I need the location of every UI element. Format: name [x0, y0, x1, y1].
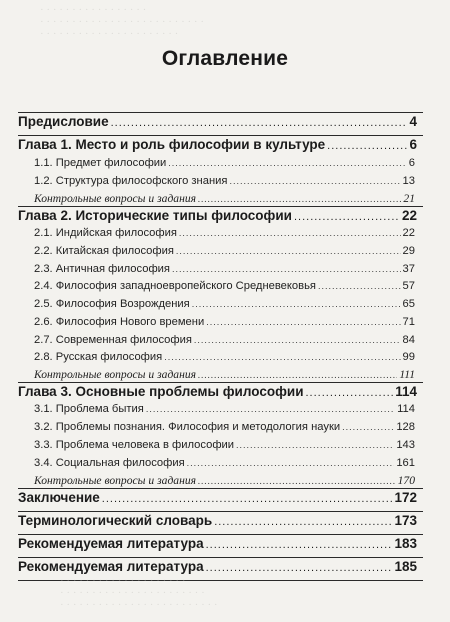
toc-entry-ch3-questions[interactable]: [34, 474, 415, 489]
toc-entry-3-2[interactable]: [34, 421, 415, 436]
toc-entry-label: 2.1. Индийская философия: [34, 227, 177, 239]
section-rule: [18, 135, 423, 136]
page-title: Оглавление: [161, 47, 289, 70]
leader-dots: [194, 335, 401, 345]
toc-entry-label: 2.4. Философия западноевропейского Средневековья: [34, 280, 316, 292]
leader-dots: [236, 440, 394, 450]
top-rule: [18, 112, 423, 113]
section-rule: [18, 557, 423, 558]
toc-entry-label: 2.6. Философия Нового времени: [34, 316, 205, 328]
leader-dots: [102, 493, 393, 505]
leader-dots: [146, 404, 395, 414]
bleed-through-bottom: [0, 575, 450, 620]
toc-entry-page: 185: [394, 559, 417, 574]
toc-entry-page: 183: [394, 536, 417, 551]
leader-dots: [206, 539, 393, 551]
toc-entry-page: 22: [401, 208, 417, 223]
toc-entry-label: 1.1. Предмет философии: [34, 157, 167, 169]
toc-entry-ch1-questions[interactable]: [34, 192, 415, 207]
toc-entry-label: Терминологический словарь: [18, 513, 213, 528]
bleed-line: · · · · · · · · · · · · · · · · · · · · · · ·: [60, 587, 205, 599]
toc-entry-2-2[interactable]: [34, 245, 415, 260]
toc-entry-label: 3.3. Проблема человека в философии: [34, 439, 235, 451]
section-rule: [18, 206, 423, 207]
leader-dots: [229, 176, 400, 186]
toc-entry-label: 3.4. Социальная философия: [34, 457, 185, 469]
toc-entry-page: 6: [408, 157, 415, 169]
leader-dots: [111, 117, 408, 129]
toc-entry-label: Рекомендуемая литература: [18, 559, 204, 574]
toc-entry-2-4[interactable]: [34, 280, 415, 295]
toc-entry-3-4[interactable]: [34, 457, 415, 472]
toc-entry-1-2[interactable]: [34, 175, 415, 190]
toc-entry-3-3[interactable]: [34, 439, 415, 454]
toc-entry-page: 143: [396, 439, 415, 451]
leader-dots: [198, 476, 396, 486]
toc-entry-label: 2.5. Философия Возрождения: [34, 298, 190, 310]
toc-entry-2-1[interactable]: [34, 227, 415, 242]
section-rule: [18, 382, 423, 383]
toc-entry-page: 161: [396, 457, 415, 469]
section-rule: [18, 511, 423, 512]
toc-entry-chapter-2[interactable]: [18, 208, 417, 226]
toc-entry-page: 170: [397, 474, 415, 487]
toc-entry-label: 2.2. Китайская философия: [34, 245, 174, 257]
toc-entry-page: 37: [402, 263, 415, 275]
bleed-line: · · · · · · · · · · · · · · · · ·: [40, 4, 147, 16]
toc-entry-conclusion[interactable]: [18, 490, 417, 508]
leader-dots: [187, 458, 395, 468]
toc-entry-literature-1[interactable]: [18, 536, 417, 554]
section-rule: [18, 534, 423, 535]
toc-entry-label: 2.7. Современная философия: [34, 334, 192, 346]
toc-entry-page: 128: [396, 421, 415, 433]
leader-dots: [198, 194, 401, 204]
toc-entry-3-1[interactable]: [34, 403, 415, 418]
leader-dots: [198, 370, 397, 380]
toc-entry-label: Рекомендуемая литература: [18, 536, 204, 551]
bleed-through-top: [0, 4, 450, 44]
toc-entry-1-1[interactable]: [34, 157, 415, 172]
leader-dots: [318, 281, 401, 291]
leader-dots: [327, 140, 407, 152]
toc-entry-2-7[interactable]: [34, 334, 415, 349]
toc-entry-page: 84: [402, 334, 415, 346]
leader-dots: [172, 264, 401, 274]
toc-entry-2-3[interactable]: [34, 263, 415, 278]
toc-entry-page: 22: [402, 227, 415, 239]
toc-entry-page: 65: [402, 298, 415, 310]
toc-entry-label: Заключение: [18, 490, 100, 505]
toc-entry-label: 2.8. Русская философия: [34, 351, 163, 363]
toc-entry-page: 114: [395, 384, 417, 399]
toc-entry-page: 4: [409, 114, 417, 129]
toc-entry-page: 21: [403, 192, 415, 205]
toc-entry-2-5[interactable]: [34, 298, 415, 313]
toc-entry-chapter-3[interactable]: [18, 384, 417, 402]
toc-entry-2-6[interactable]: [34, 316, 415, 331]
toc-entry-label: Контрольные вопросы и задания: [34, 368, 197, 381]
toc-entry-label: Контрольные вопросы и задания: [34, 192, 197, 205]
toc-entry-glossary[interactable]: [18, 513, 417, 531]
toc-entry-label: 1.2. Структура философского знания: [34, 175, 228, 187]
toc-entry-label: Контрольные вопросы и задания: [34, 474, 197, 487]
bleed-line: · · · · · · · · · · · · · · · · · · · · · · · · · ·: [40, 16, 204, 28]
toc-entry-page: 29: [402, 245, 415, 257]
bleed-line: · · · · · · · · · · · · · · · · · · · · · · · · ·: [60, 599, 218, 611]
toc-entry-page: 173: [394, 513, 417, 528]
leader-dots: [164, 352, 400, 362]
bleed-line: · · · · · · · · · · · · · · · · · · · · · ·: [40, 28, 179, 40]
bleed-line: · · · · · · · · · · · · · · · · · · · ·: [60, 575, 186, 587]
leader-dots: [214, 516, 392, 528]
toc-entry-label: 2.3. Античная философия: [34, 263, 170, 275]
section-rule: [18, 488, 423, 489]
leader-dots: [206, 562, 393, 574]
toc-entry-page: 111: [399, 368, 415, 381]
toc-entry-2-8[interactable]: [34, 351, 415, 366]
leader-dots: [179, 228, 401, 238]
leader-dots: [176, 246, 401, 256]
toc-entry-page: 99: [402, 351, 415, 363]
toc-entry-page: 57: [402, 280, 415, 292]
leader-dots: [342, 422, 394, 432]
toc-entry-label: Предисловие: [18, 114, 109, 129]
toc-entry-label: 3.2. Проблемы познания. Философия и методология науки: [34, 421, 341, 433]
leader-dots: [168, 158, 406, 168]
toc-entry-page: 114: [397, 403, 415, 415]
toc-entry-label: Глава 3. Основные проблемы философии: [18, 384, 304, 399]
toc-entry-page: 172: [394, 490, 417, 505]
toc-entry-preface[interactable]: [18, 114, 417, 132]
leader-dots: [206, 317, 400, 327]
leader-dots: [294, 211, 400, 223]
toc-entry-chapter-1[interactable]: [18, 137, 417, 155]
toc-entry-label: Глава 2. Исторические типы философии: [18, 208, 292, 223]
leader-dots: [306, 387, 394, 399]
toc-entry-label: Глава 1. Место и роль философии в культуре: [18, 137, 326, 152]
toc-entry-page: 13: [402, 175, 415, 187]
toc-entry-page: 71: [402, 316, 415, 328]
toc-entry-label: 3.1. Проблема бытия: [34, 403, 144, 415]
toc-entry-ch2-questions[interactable]: [34, 368, 415, 383]
toc-entry-page: 6: [409, 137, 417, 152]
leader-dots: [192, 299, 401, 309]
